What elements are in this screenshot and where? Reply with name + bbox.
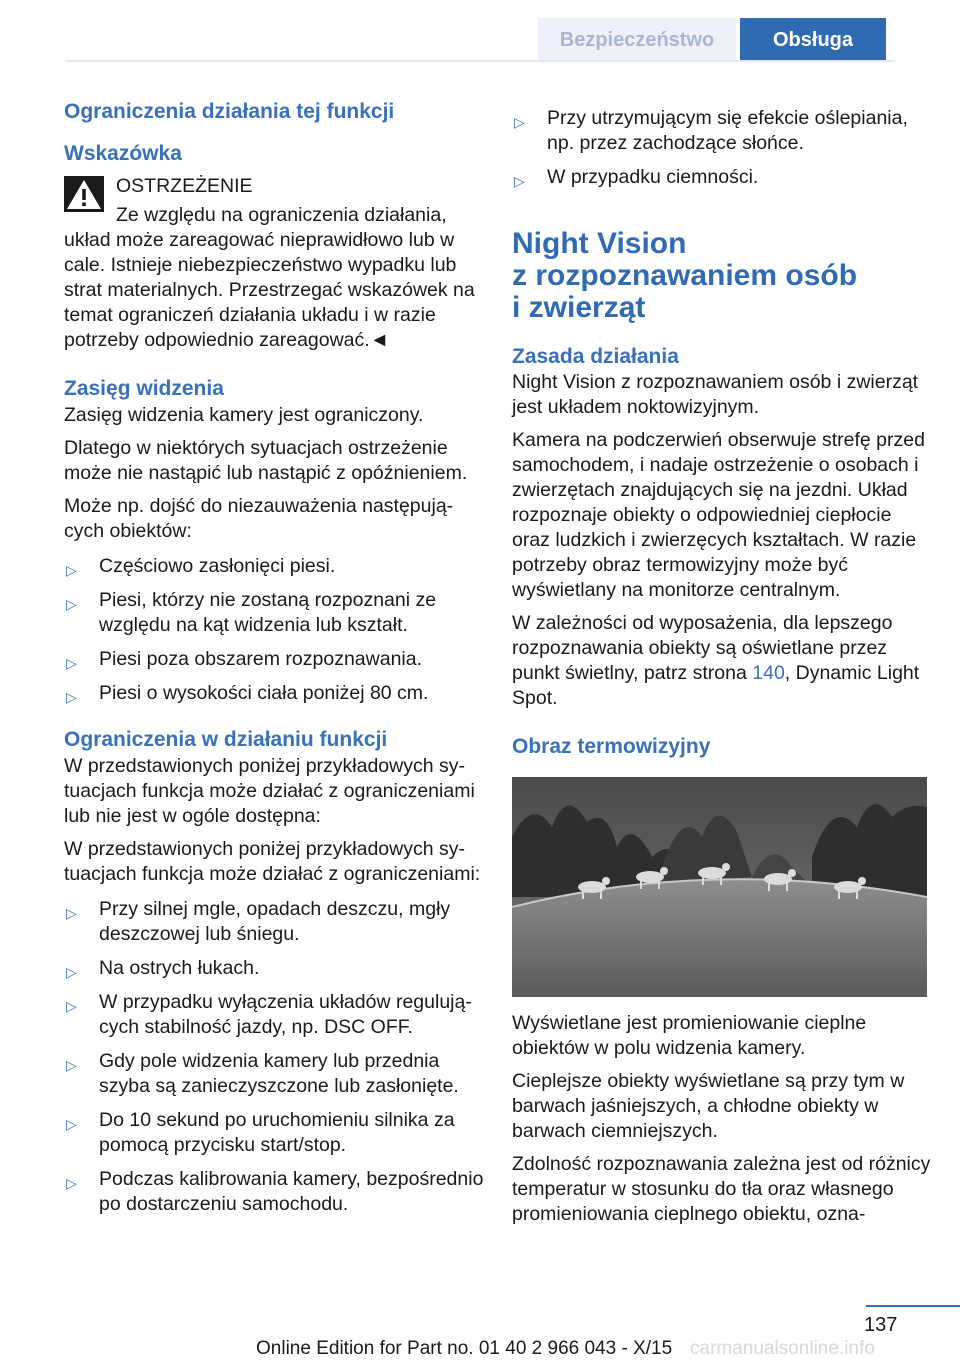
section-heading-limits: Ograniczenia działania tej funkcji xyxy=(64,100,395,123)
thermal-text-1: Wyświetlane jest promieniowanie cieplne obiektów w polu widzenia kamery. xyxy=(512,1012,867,1059)
left-column xyxy=(64,98,484,1217)
continued-list xyxy=(512,106,932,190)
principle-text-2: Kamera na podczerwień obserwuje strefę przed samochodem, i nadaje ostrzeżenie o osobach i zwierzętach znajdujących się na jezdni. Układ rozpoznaje obiekty o odpowiedniej ciepłocie oraz ludzkich i zwierzęcych kształtach. W razie potrzeby obraz termowizyjny może być wyświetlany na monitorze centralnym. xyxy=(512,429,925,601)
triangle-right-icon: ▷ xyxy=(66,596,77,612)
triangle-right-icon: ▷ xyxy=(514,114,525,130)
header-divider xyxy=(65,60,895,62)
page-number: 137 xyxy=(864,1314,898,1336)
principle-text-1: Night Vision z rozpoznawaniem osób i zwierząt jest układem noktowizyjnym. xyxy=(512,371,919,418)
thermal-text-3: Zdolność rozpoznawania zależna jest od różnicy temperatur w stosunku do tła oraz własnego promieniowania cieplnego obiektu, ozna- xyxy=(512,1153,931,1225)
chapter-title: Night Vision z rozpoznawaniem osób i zwierząt xyxy=(512,227,858,324)
thermal-text-2: Cieplejsze obiekty wyświetlane są przy tym w barwach jaśniejszych, a chłodne obiekty w barwach ciemniejszych. xyxy=(512,1070,905,1142)
footer-edition: Online Edition for Part no. 01 40 2 966 043 - X/15 xyxy=(256,1338,673,1359)
list-item: ▷ W przypadku ciemności. xyxy=(512,165,932,190)
warning-triangle-icon xyxy=(64,176,104,212)
warning-text: Ze względu na ograniczenia działania, układ może zareagować nieprawidłowo lub w cale. Istnieje niebezpieczeństwo wypadku lub strat materialnych. Przestrzegać wskazówek na temat ograniczeń działania układu i w razie potrzeby odpowiednio zareagować.◄ xyxy=(64,204,475,351)
thermal-image xyxy=(512,777,927,997)
list-item: ▷ Gdy pole widzenia kamery lub przednia szyba są zanieczyszczone lub zasłonięte. xyxy=(66,1050,459,1097)
range-text-2: Dlatego w niektórych sytuacjach ostrzeżenie może nie nastąpić lub nastąpić z opóźnieniem. xyxy=(64,437,468,484)
note-heading: Wskazówka xyxy=(64,142,182,165)
thermal-heading: Obraz termowizyjny xyxy=(512,735,711,758)
right-column xyxy=(512,106,932,1227)
list-item: ▷ Piesi poza obszarem rozpoznawania. xyxy=(64,647,484,672)
limits-list xyxy=(64,897,484,1217)
list-item: ▷ Przy silnej mgle, opadach deszczu, mgły deszczowej lub śniegu. xyxy=(66,898,451,945)
principle-text-3: W zależności od wyposażenia, dla lepszego rozpoznawania obiekty są oświetlane przez punkt świetlny, patrz strona 140, Dynamic Light Spot. xyxy=(512,612,920,709)
principle-heading: Zasada działania xyxy=(512,345,679,368)
limits-text-2: W przedstawionych poniżej przykładowych sytuacjach funkcja może działać z ograniczeniami: xyxy=(64,838,481,885)
triangle-right-icon: ▷ xyxy=(66,1057,77,1073)
warning-title: OSTRZEŻENIE xyxy=(116,175,253,197)
list-item: ▷ Częściowo zasłonięci piesi. xyxy=(64,554,484,579)
limits-text-1: W przedstawionych poniżej przykładowych sytuacjach funkcja może działać z ograniczeniami lub nie jest w ogóle dostępna: xyxy=(64,755,475,827)
list-item: ▷ Przy utrzymującym się efekcie oślepiania, np. przez zachodzące słońce. xyxy=(514,107,908,154)
list-item: ▷ W przypadku wyłączenia układów regulujących stabilność jazdy, np. DSC OFF. xyxy=(66,991,472,1038)
list-item: ▷ Do 10 sekund po uruchomieniu silnika za pomocą przycisku start/stop. xyxy=(66,1109,455,1156)
list-item: ▷ Piesi o wysokości ciała poniżej 80 cm. xyxy=(64,681,484,706)
range-heading: Zasięg widzenia xyxy=(64,377,224,400)
triangle-right-icon: ▷ xyxy=(66,562,77,578)
triangle-right-icon: ▷ xyxy=(66,1116,77,1132)
range-text-3: Może np. dojść do niezauważenia następujących obiektów: xyxy=(64,495,454,542)
tab-obsluga[interactable]: Obsługa xyxy=(740,18,886,62)
triangle-right-icon: ▷ xyxy=(66,964,77,980)
watermark: carmanualsonline.info xyxy=(690,1338,875,1359)
tab-bezpieczenstwo[interactable]: Bezpieczeństwo xyxy=(538,18,736,62)
list-item: ▷ Podczas kalibrowania kamery, bezpośrednio po dostarczeniu samochodu. xyxy=(66,1168,484,1215)
page-link[interactable]: 140 xyxy=(752,662,785,684)
triangle-right-icon: ▷ xyxy=(66,998,77,1014)
triangle-right-icon: ▷ xyxy=(66,905,77,921)
triangle-right-icon: ▷ xyxy=(66,689,77,705)
triangle-right-icon: ▷ xyxy=(66,655,77,671)
range-text-1: Zasięg widzenia kamery jest ograniczony. xyxy=(64,404,424,426)
range-list xyxy=(64,554,484,706)
warning-block xyxy=(64,174,484,199)
list-item: ▷ Na ostrych łukach. xyxy=(64,956,484,981)
list-item: ▷ Piesi, którzy nie zostaną rozpoznani ze względu na kąt widzenia lub kształt. xyxy=(66,589,437,636)
triangle-right-icon: ▷ xyxy=(514,173,525,189)
footer-divider xyxy=(866,1305,960,1307)
limits-heading: Ograniczenia w działaniu funkcji xyxy=(64,728,388,751)
triangle-right-icon: ▷ xyxy=(66,1175,77,1191)
